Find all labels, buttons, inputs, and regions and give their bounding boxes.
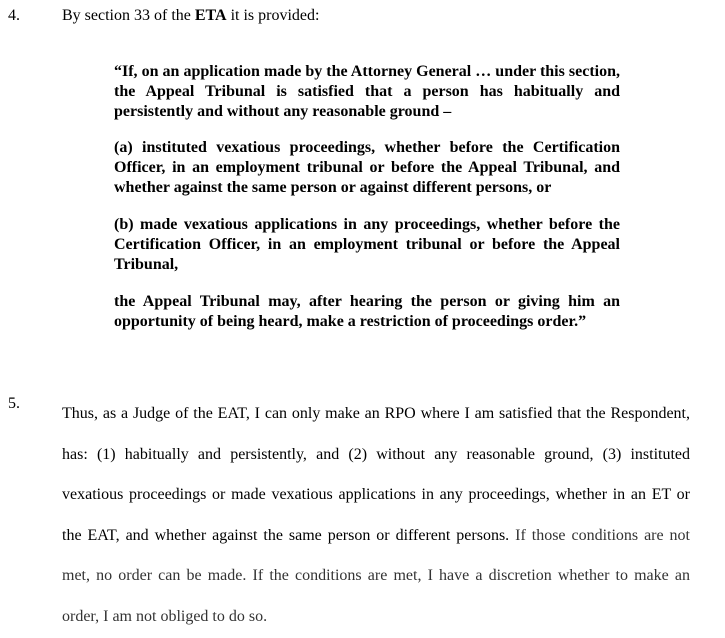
quote-item-b: (b) made vexatious applications in any proceedings, whether before the Certification Officer, in an employment tribunal or before the Appeal Tribunal, [114,216,620,273]
quote-intro: “If, on an application made by the Attorney General … under this section, the Appeal Tribunal is satisfied that a person has habitually and persistently and without any reasonable ground – [114,63,620,120]
paragraph-tail-text: If those conditions are not met, no order can be made. If the conditions are met, I have a discretion whether to make an order, I am not obliged to do so. [62,526,690,625]
paragraph-text [62,394,690,638]
statute-quotation [114,62,620,332]
paragraph-number: 5. [8,395,20,412]
quote-conclusion: the Appeal Tribunal may, after hearing the person or giving him an opportunity of being heard, make a restriction of proceedings order.” [114,293,620,330]
statute-abbreviation: ETA [194,7,227,24]
paragraph-number: 4. [8,7,20,24]
intro-prefix: By section 33 of the [62,7,195,24]
paragraph-text [62,6,690,26]
intro-suffix: it is provided: [226,7,320,24]
paragraph-main-text: Thus, as a Judge of the EAT, I can only make an RPO where I am satisfied that the Respondent, has: (1) habitually and persistently, and (2) without any reasonable ground, (3) instituted vexatious proceedings or made vexatious applications in any proceedings, whether in an ET or the EAT, and whether against the same person or different persons. [62,405,690,544]
quote-item-a: (a) instituted vexatious proceedings, whether before the Certification Officer, in an employment tribunal or before the Appeal Tribunal, and whether against the same person or against different persons, or [114,139,620,196]
